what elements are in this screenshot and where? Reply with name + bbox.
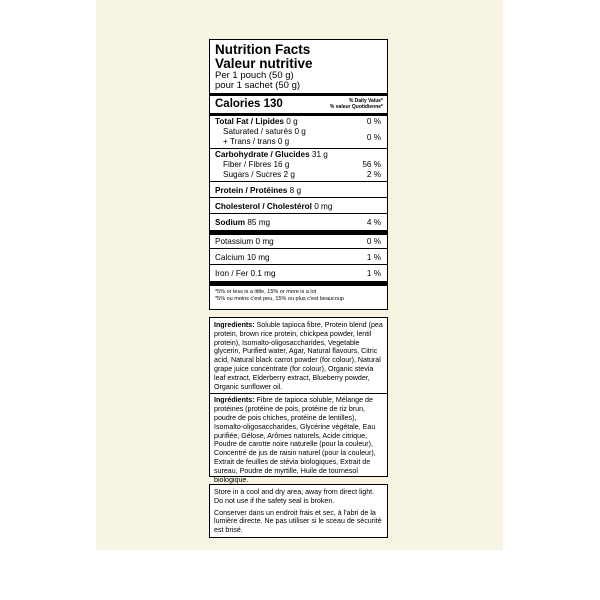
protein-row [215,186,383,196]
divider [210,264,387,265]
ingredients-en-text: Soluble tapioca fibre, Protein blend (pea protein, brown rice protein, chickpea powder, lentil protein), Isomalto-oligosaccharides, Vegetable glycerin, Purified water, Agar, Natural flavours, Citric acid, Natural black carrot powder (for colour), Natural grape juice concentrate (for colour), Organic stevia leaf extract, Elderberry extract, Blueberry powder, Organic sunflower oil. [214,321,383,391]
calories-row [215,97,383,111]
nutrition-title-fr: Valeur nutritive [215,56,313,71]
fiber: Fiber / Fibres 16 g [223,160,290,169]
total-fat-pct: 0 % [366,117,381,126]
sodium-row [215,218,383,228]
daily-value-header-en: % Daily Value* [348,98,383,104]
sugars-row [215,170,383,180]
total-fat-row [215,117,383,127]
ingredients-box [209,317,388,484]
trans-fat: + Trans / trans 0 g [223,137,290,146]
cholesterol-value: 0 mg [314,202,333,211]
nutrition-facts-table [209,39,388,310]
divider [210,281,387,286]
sugars-pct: 2 % [366,170,381,179]
sugars: Sugars / Sucres 2 g [223,170,295,179]
total-fat-label: Total Fat / Lipides [215,117,284,126]
divider [210,93,387,96]
saturated-trans-pct: 0 % [366,132,381,142]
divider [210,181,387,182]
protein-value: 8 g [289,186,302,195]
saturated-trans-row [215,127,383,147]
storage-en: Store in a cool and dry area, away from direct light. Do not use if the safety seal is broken. [214,488,375,505]
cholesterol-row [215,202,383,212]
serving-size-fr: pour 1 sachet (50 g) [215,80,301,91]
protein-label: Protein / Protéines [215,186,288,195]
fiber-pct: 56 % [362,160,381,169]
footnote-en: *5% or less is a little, 15% or more is a lot [215,289,317,295]
iron-row [215,269,383,279]
iron-pct: 1 % [366,269,381,278]
divider [210,248,387,249]
calories: Calories 130 [215,98,283,110]
potassium-pct: 0 % [366,237,381,246]
sodium-label: Sodium [215,218,246,227]
cholesterol-label: Cholesterol / Cholestérol [215,202,312,211]
carbohydrate-value: 31 g [311,150,328,159]
footnote-fr: *5% ou moins c'est peu, 15% ou plus c'est beaucoup [215,295,344,302]
potassium-row [215,237,383,247]
calcium-pct: 1 % [366,253,381,262]
daily-value-header-fr: % valeur Quotidienne* [329,103,383,110]
storage-box [209,484,388,538]
total-fat-value: 0 g [286,117,298,126]
saturated-fat: Saturated / saturés 0 g [223,127,306,136]
divider [210,213,387,214]
sodium-pct: 4 % [366,218,381,227]
divider [210,148,387,149]
divider [210,197,387,198]
daily-value-header [330,97,383,110]
divider [210,393,387,394]
ingredients-en [214,321,383,391]
ingredients-fr [214,396,383,484]
sodium-value: 85 mg [247,218,271,227]
nutrition-title-en: Nutrition Facts [215,42,311,57]
storage-fr: Conserver dans un endroit frais et sec, à l'abri de la lumière directe. Ne pas utiliser si le sceau de sécurité est brisé. [214,508,382,535]
ingredients-en-label: Ingredients: [214,321,255,329]
ingredients-fr-text: Fibre de tapioca soluble, Mélange de protéines (protéine de pois, protéine de riz brun, poudre de pois chiches, protéine de lentilles), Isomalto-oligosaccharides, Glycérine végétale, Eau purifiée, Gélose, Arômes naturels, Acide citrique, Poudre de carotte noire naturelle (pour la couleur), Concentré de jus de raisin naturel (pour la couleur), Extrait de feuilles de stévia biologiques, Extrait de sureau, Poudre de myrtille, Huile de tournesol biologique. [214,396,376,484]
divider [210,113,387,116]
fiber-row [215,160,383,170]
calcium-row [215,253,383,263]
serving-size-en: Per 1 pouch (50 g) [215,70,294,81]
carbohydrate-row [215,150,383,160]
ingredients-fr-label: Ingrédients: [214,396,255,405]
calcium: Calcium 10 mg [215,253,270,262]
footnote [215,289,383,302]
potassium: Potassium 0 mg [215,237,274,246]
iron: Iron / Fer 0.1 mg [215,269,276,278]
divider [210,230,387,235]
carbohydrate-label: Carbohydrate / Glucides [215,150,310,159]
